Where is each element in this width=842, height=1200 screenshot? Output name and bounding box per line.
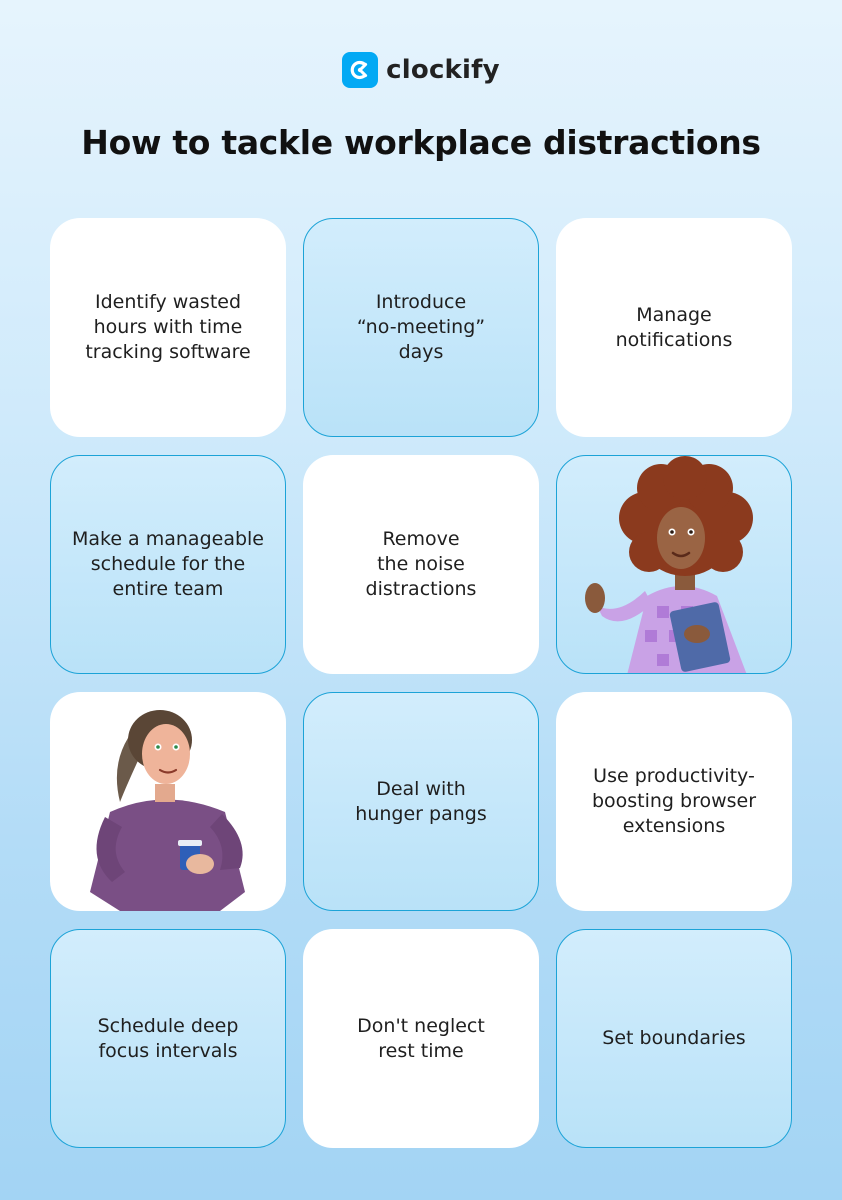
tip-text: Don't neglect rest time: [357, 1014, 485, 1062]
tip-card-identify-wasted-hours: [50, 218, 286, 437]
tip-card-rest-time: [303, 929, 539, 1148]
clockify-logo-icon: [342, 52, 378, 88]
tip-card-set-boundaries: [556, 929, 792, 1148]
tip-card-hunger-pangs: [303, 692, 539, 911]
brand-header: [0, 52, 842, 88]
tip-text: Deal with hunger pangs: [355, 777, 487, 825]
tip-text: Use productivity- boosting browser extensions: [591, 765, 757, 837]
tip-text: Introduce “no-meeting” days: [356, 291, 486, 363]
tip-card-browser-extensions: [556, 692, 792, 911]
illustration-card-curly-hair-woman: [556, 455, 792, 674]
tip-text: Make a manageable schedule for the entire team: [71, 528, 265, 600]
brand-name: clockify: [386, 55, 500, 85]
page-title: How to tackle workplace distractions: [81, 123, 761, 162]
woman-with-ponytail-holding-coffee-cup-icon: [50, 692, 286, 911]
tip-text: Remove the noise distractions: [365, 528, 477, 600]
tip-text: Manage notifications: [615, 303, 733, 351]
woman-with-curly-hair-holding-book-icon: [557, 456, 792, 674]
illustration-card-ponytail-woman: [50, 692, 286, 911]
tip-text: Schedule deep focus intervals: [97, 1014, 239, 1062]
tip-card-manageable-schedule: [50, 455, 286, 674]
tip-card-no-meeting-days: [303, 218, 539, 437]
tip-card-remove-noise: [303, 455, 539, 674]
tip-text: Identify wasted hours with time tracking software: [85, 291, 251, 363]
tips-grid: [50, 218, 792, 1148]
tip-card-deep-focus: [50, 929, 286, 1148]
tip-card-manage-notifications: [556, 218, 792, 437]
tip-text: Set boundaries: [602, 1027, 746, 1049]
